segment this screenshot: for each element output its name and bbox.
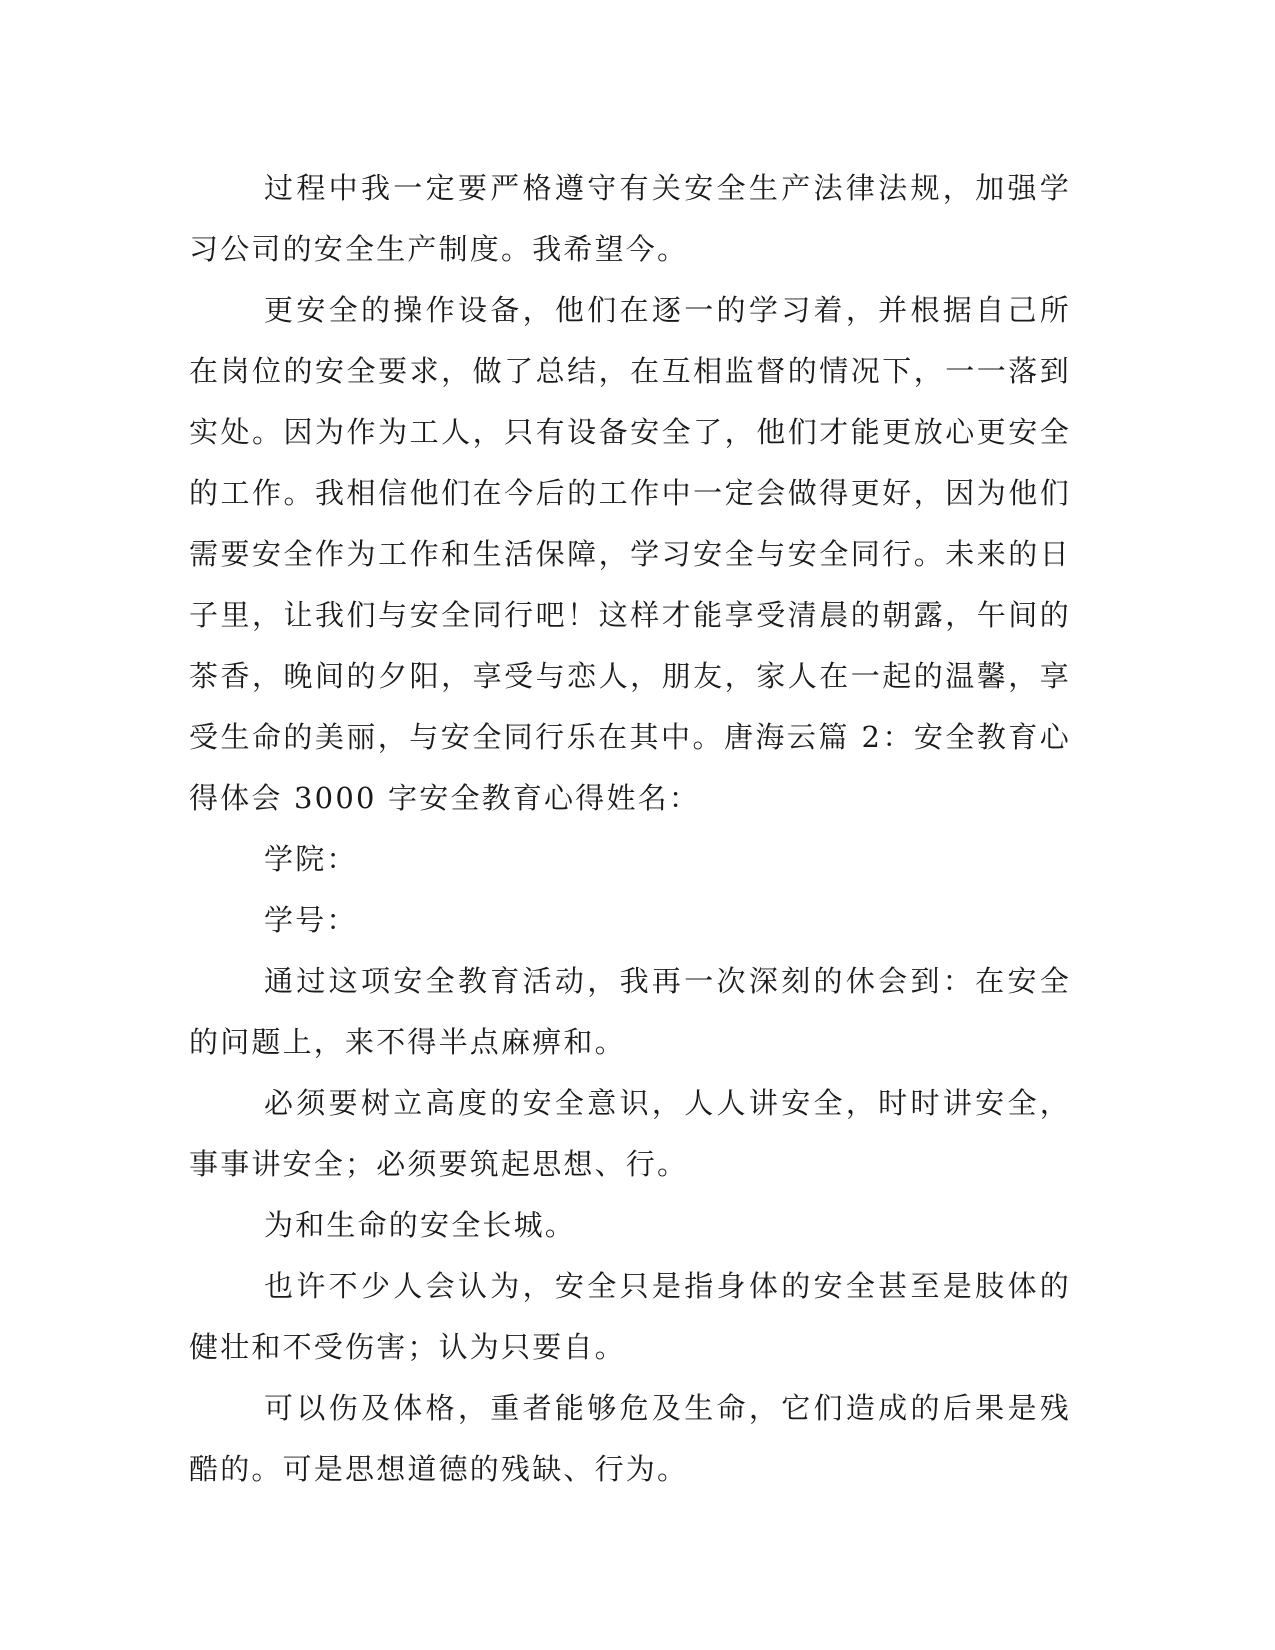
paragraph: 也许不少人会认为，安全只是指身体的安全甚至是肢体的健壮和不受伤害；认为只要自。 xyxy=(189,1269,1071,1364)
paragraph: 为和生命的安全长城。 xyxy=(264,1208,577,1242)
paragraph: 更安全的操作设备，他们在逐一的学习着，并根据自己所在岗位的安全要求，做了总结，在互相监督的情况下，一一落到实处。因为作为工人，只有设备安全了，他们才能更放心更安全的工作。我相信他们在今后的工作中一定会做得更好，因为他们需要安全作为工作和生活保障，学习安全与安全同行。未来的日子里，让我们与安全同行吧！这样才能享受清晨的朝露，午间的茶香，晚间的夕阳，享受与恋人，朋友，家人在一起的温馨，享受生命的美丽，与安全同行乐在其中。唐海云篇 2：安全教育心得体会 3000 字安全教育心得姓名： xyxy=(189,293,1071,815)
paragraph: 学号： xyxy=(264,903,358,937)
paragraph: 通过这项安全教育活动，我再一次深刻的休会到：在安全的问题上，来不得半点麻痹和。 xyxy=(189,964,1071,1059)
paragraph: 过程中我一定要严格遵守有关安全生产法律法规，加强学习公司的安全生产制度。我希望今。 xyxy=(189,171,1071,266)
paragraph: 必须要树立高度的安全意识，人人讲安全，时时讲安全，事事讲安全；必须要筑起思想、行。 xyxy=(189,1086,1071,1181)
document-body xyxy=(189,158,1071,1500)
paragraph: 学院： xyxy=(264,842,358,876)
paragraph: 可以伤及体格，重者能够危及生命，它们造成的后果是残酷的。可是思想道德的残缺、行为。 xyxy=(189,1391,1071,1486)
